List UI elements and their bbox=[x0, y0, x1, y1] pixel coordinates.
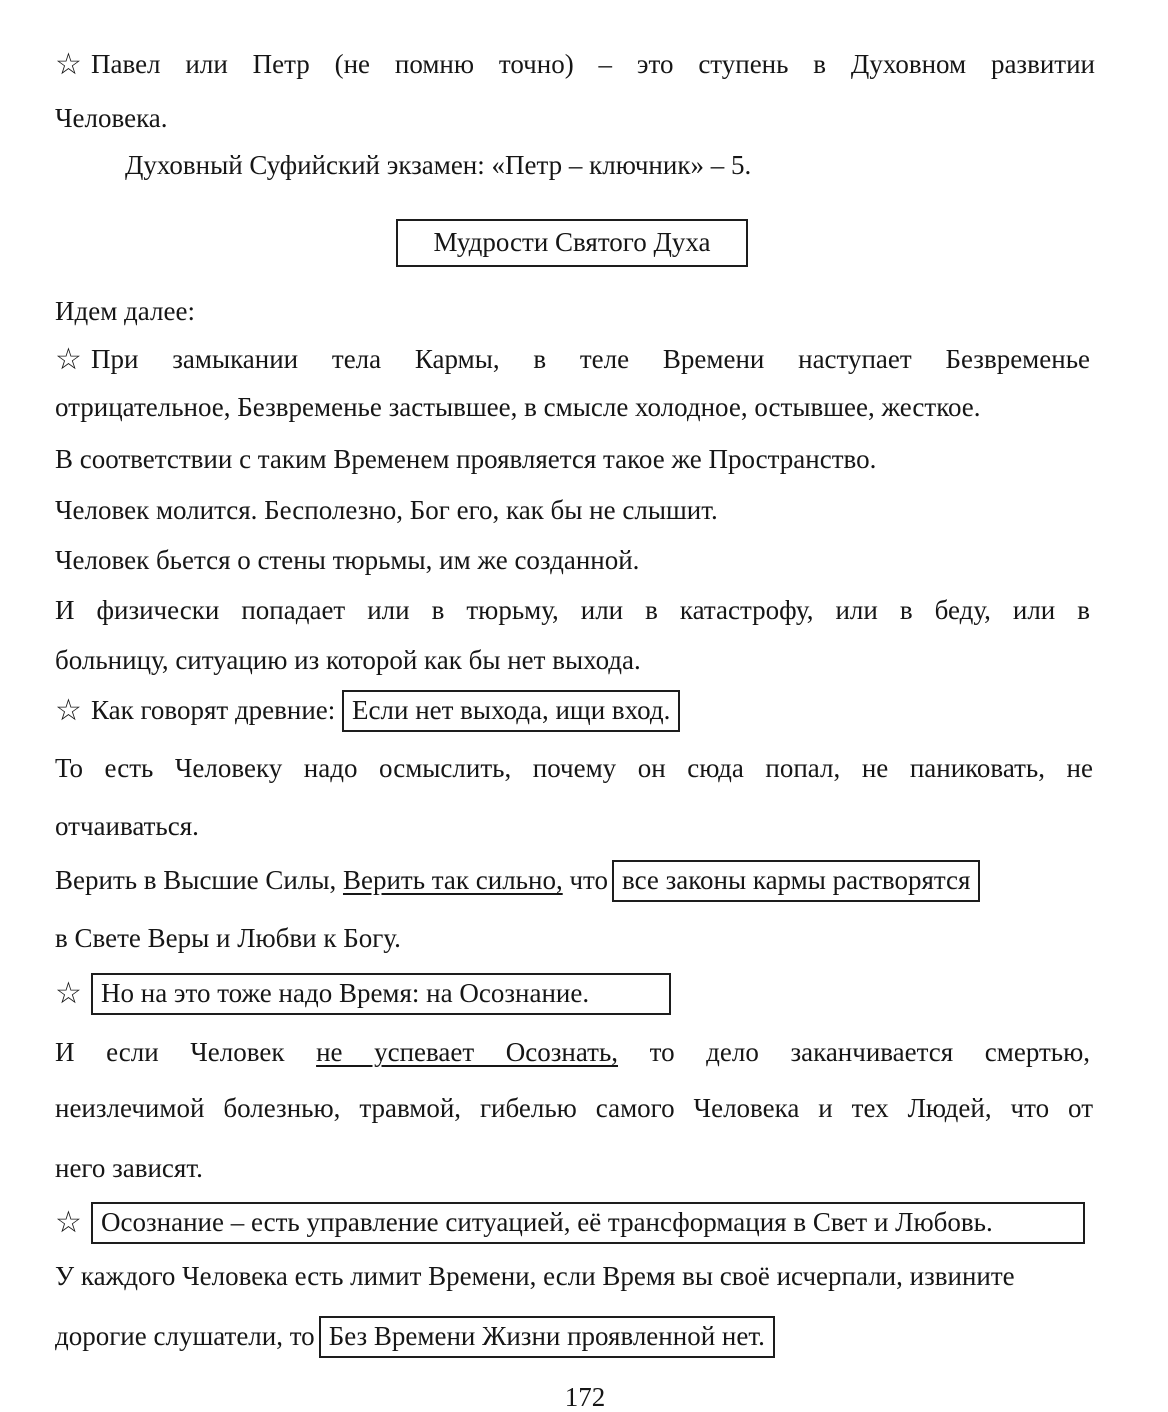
line-text: И физически попадает или в тюрьму, или в катастрофу, или в беду, или в bbox=[55, 595, 1090, 625]
text-line bbox=[55, 918, 1095, 958]
underlined-text: Верить так сильно, bbox=[342, 865, 563, 895]
text-line bbox=[55, 439, 1095, 479]
line-text: В соответствии с таким Временем проявляется такое же Пространство. bbox=[55, 444, 877, 474]
text-line bbox=[55, 490, 1095, 530]
text-line bbox=[55, 590, 1090, 630]
line-text: то дело заканчивается смертью, bbox=[649, 1037, 1090, 1067]
star-icon: ☆ bbox=[55, 976, 82, 1011]
boxed-quote: Осознание – есть управление ситуацией, её трансформация в Свет и Любовь. bbox=[91, 1202, 1085, 1244]
line-text: дорогие слушатели, то bbox=[55, 1321, 315, 1351]
text-line bbox=[55, 540, 1095, 580]
text-line bbox=[125, 145, 1025, 185]
line-text: Человек бьется о стены тюрьмы, им же созданной. bbox=[55, 545, 640, 575]
line-text: Идем далее: bbox=[55, 296, 195, 326]
boxed-quote: Без Времени Жизни проявленной нет. bbox=[319, 1316, 775, 1358]
text-line bbox=[55, 98, 1095, 138]
star-icon: ☆ bbox=[55, 1205, 82, 1240]
line-text: Человека. bbox=[55, 103, 168, 133]
text-line bbox=[55, 748, 1093, 788]
text-line bbox=[55, 44, 1095, 84]
underlined-text: не успевает Осознать, bbox=[316, 1037, 619, 1067]
text-line bbox=[55, 690, 1095, 730]
star-icon: ☆ bbox=[55, 342, 82, 377]
line-text: При замыкании тела Кармы, в теле Времени наступает Безвременье bbox=[91, 344, 1090, 374]
line-text: отрицательное, Безвременье застывшее, в смысле холодное, остывшее, жесткое. bbox=[55, 392, 981, 422]
line-text: больницу, ситуацию из которой как бы нет выхода. bbox=[55, 645, 641, 675]
line-text: в Свете Веры и Любви к Богу. bbox=[55, 923, 401, 953]
star-icon: ☆ bbox=[55, 693, 82, 728]
text-line bbox=[55, 291, 1095, 331]
line-text: него зависят. bbox=[55, 1153, 203, 1183]
boxed-quote: Если нет выхода, ищи вход. bbox=[342, 690, 680, 732]
line-text: Человек молится. Бесполезно, Бог его, как бы не слышит. bbox=[55, 495, 718, 525]
text-line bbox=[55, 339, 1090, 379]
section-title: Мудрости Святого Духа bbox=[396, 219, 748, 267]
text-line bbox=[55, 860, 1105, 900]
line-text: Павел или Петр (не помню точно) – это ступень в Духовном развитии bbox=[91, 49, 1095, 79]
text-line bbox=[55, 1202, 1095, 1242]
boxed-quote: все законы кармы растворятся bbox=[612, 860, 980, 902]
text-line bbox=[55, 806, 1095, 846]
line-text: И если Человек bbox=[55, 1037, 285, 1067]
line-text: Как говорят древние: bbox=[91, 695, 336, 725]
line-text: что bbox=[569, 865, 608, 895]
text-line bbox=[55, 973, 1095, 1013]
line-text: То есть Человеку надо осмыслить, почему он сюда попал, не паниковать, не bbox=[55, 753, 1093, 783]
line-text: Духовный Суфийский экзамен: «Петр – ключник» – 5. bbox=[125, 150, 752, 180]
text-line bbox=[55, 640, 1095, 680]
text-line bbox=[55, 1088, 1093, 1128]
line-text: Верить в Высшие Силы, bbox=[55, 865, 337, 895]
text-line bbox=[55, 387, 1095, 427]
boxed-quote: Но на это тоже надо Время: на Осознание. bbox=[91, 973, 671, 1015]
star-icon: ☆ bbox=[55, 47, 82, 82]
line-text: неизлечимой болезнью, травмой, гибелью самого Человека и тех Людей, что от bbox=[55, 1093, 1093, 1123]
line-text: отчаиваться. bbox=[55, 811, 199, 841]
text-line bbox=[55, 1256, 1100, 1296]
line-text: У каждого Человека есть лимит Времени, если Время вы своё исчерпали, извините bbox=[55, 1261, 1015, 1291]
page-number: 172 bbox=[564, 1382, 606, 1412]
text-line bbox=[55, 1316, 1095, 1356]
text-line bbox=[55, 1032, 1090, 1072]
text-line bbox=[55, 1148, 1095, 1188]
